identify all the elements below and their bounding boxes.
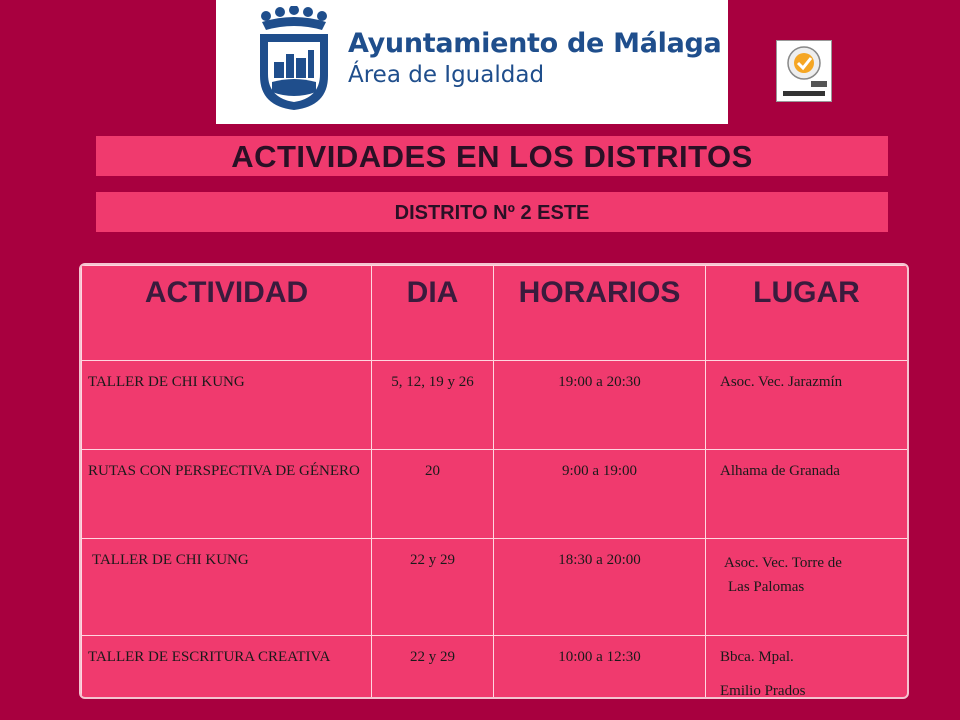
cell-dia: 20 — [372, 450, 494, 539]
cell-lugar-line-1: Asoc. Vec. Torre de — [724, 555, 842, 571]
cell-horario: 18:30 a 20:00 — [494, 539, 706, 636]
logo-area — [216, 0, 728, 124]
table-row — [82, 636, 908, 700]
table-row — [82, 450, 908, 539]
org-area: Área de Igualdad — [348, 62, 545, 88]
table-header-row — [82, 266, 908, 361]
cell-dia: 22 y 29 — [372, 539, 494, 636]
col-header-horarios: HORARIOS — [494, 266, 706, 361]
cell-lugar — [706, 636, 908, 700]
cell-lugar-line-2: Las Palomas — [728, 579, 805, 595]
cell-actividad: TALLER DE ESCRITURA CREATIVA — [82, 636, 372, 700]
cell-actividad: TALLER DE CHI KUNG — [82, 539, 372, 636]
cell-horario: 19:00 a 20:30 — [494, 361, 706, 450]
col-header-lugar: LUGAR — [706, 266, 908, 361]
page-title: ACTIVIDADES EN LOS DISTRITOS — [96, 136, 888, 176]
col-header-dia: DIA — [372, 266, 494, 361]
cell-lugar: Alhama de Granada — [706, 450, 908, 539]
col-header-actividad: ACTIVIDAD — [82, 266, 372, 361]
cell-dia: 5, 12, 19 y 26 — [372, 361, 494, 450]
cell-lugar — [706, 539, 908, 636]
city-crest-icon — [256, 6, 332, 112]
sgs-certification-badge-icon — [776, 40, 832, 102]
cell-dia: 22 y 29 — [372, 636, 494, 700]
org-name: Ayuntamiento de Málaga — [348, 28, 722, 59]
cell-lugar: Asoc. Vec. Jarazmín — [706, 361, 908, 450]
table-row — [82, 361, 908, 450]
table-row — [82, 539, 908, 636]
cell-horario: 10:00 a 12:30 — [494, 636, 706, 700]
cell-horario: 9:00 a 19:00 — [494, 450, 706, 539]
cell-actividad: TALLER DE CHI KUNG — [82, 361, 372, 450]
activities-table — [79, 263, 909, 699]
cell-actividad: RUTAS CON PERSPECTIVA DE GÉNERO — [82, 450, 372, 539]
district-subtitle: DISTRITO Nº 2 ESTE — [96, 192, 888, 232]
cell-lugar-line-2: Emilio Prados — [720, 683, 806, 699]
cell-lugar-line-1: Bbca. Mpal. — [720, 649, 794, 665]
